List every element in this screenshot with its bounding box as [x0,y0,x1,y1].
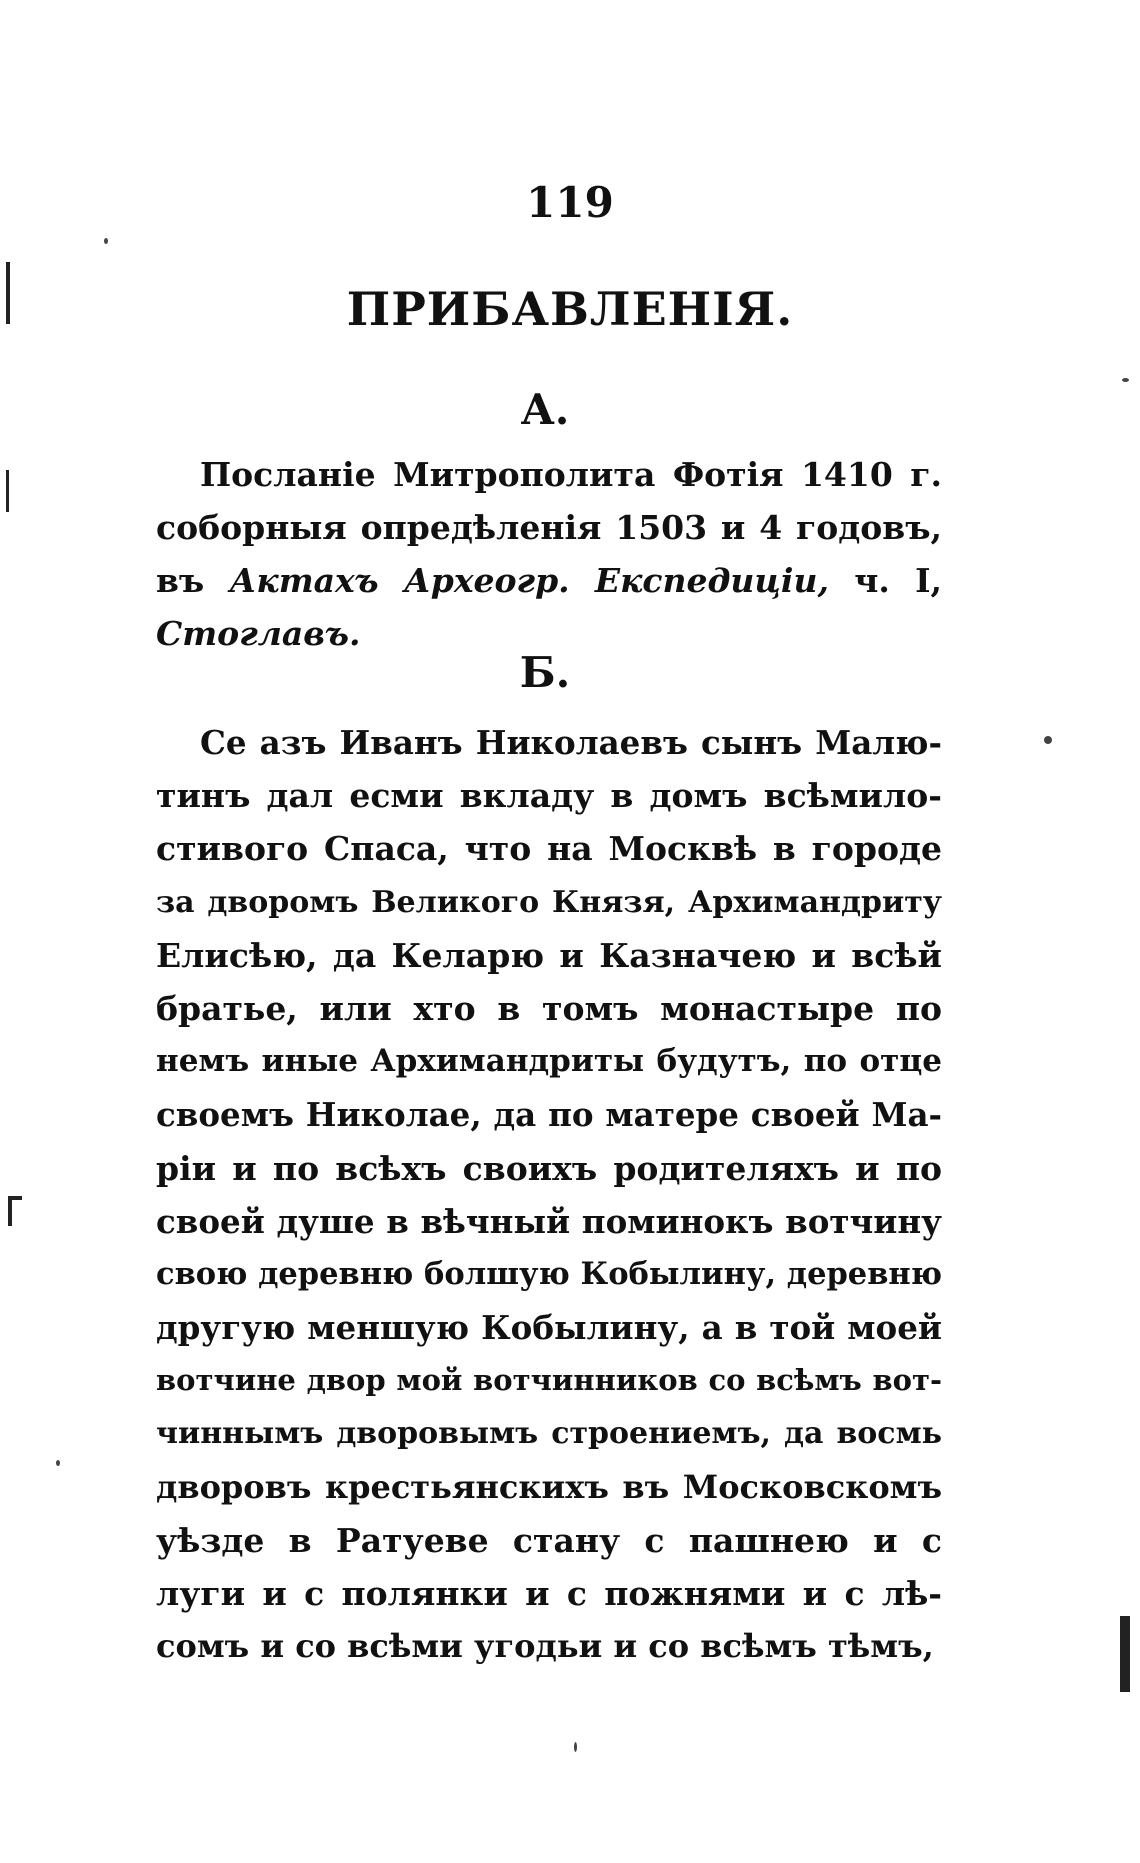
text-line: чиннымъ дворовымъ строениемъ, да восмь [156,1416,942,1452]
scan-speck [104,238,108,244]
text-line: своей душе в вѣчный поминокъ вотчину [156,1201,942,1241]
text-line: Елисѣю, да Келарю и Казначею и всѣй [156,935,942,975]
text-line: за дворомъ Великого Князя, Архимандриту [156,884,942,920]
reference-line [156,501,942,554]
section-b-text [156,716,942,1673]
page-title: ПРИБАВЛЕНІЯ. [346,282,794,336]
reference-text: въ [156,561,230,600]
scan-speck [1122,378,1129,382]
text-line: ріи и по всѣхъ своихъ родителяхъ и по [156,1148,942,1188]
scan-speck [1044,736,1052,744]
text-line: уѣзде в Ратуеве стану с пашнею и с [156,1520,942,1560]
reference-text: Посланіе Митрополита Фотія 1410 г. [200,455,942,494]
scan-speck [56,1460,60,1466]
text-line: немъ иные Архимандриты будутъ, по отце [156,1043,942,1080]
reference-italic-text: Стоглавъ. [156,614,361,653]
scan-edge-mark [1120,1616,1130,1692]
text-line: тинъ дал есми вкладу в домъ всѣмило- [156,776,942,816]
reference-text: ч. I, [828,561,943,600]
text-line: луги и с полянки и с пожнями и с лѣ- [156,1574,942,1613]
scan-edge-mark [6,470,9,512]
text-line: Се азъ Иванъ Николаевъ сынъ Малю- [200,723,942,762]
reference-italic-text: Актахъ Археогр. Експедиціи, [229,561,829,600]
scan-speck [574,1742,577,1752]
scan-edge-mark [8,1196,12,1226]
scan-edge-mark [6,262,10,324]
text-line: братье, или хто в томъ монастыре по [156,988,942,1028]
text-line: стивого Спаса, что на Москвѣ в городе [156,829,942,869]
reference-line [156,448,942,501]
text-line: сомъ и со всѣми угодьи и со всѣмъ тѣмъ, [156,1627,934,1666]
section-a-reference [156,448,942,660]
text-line: своемъ Николае, да по матере своей Ма- [156,1095,942,1135]
reference-text: соборныя опредѣленія 1503 и 4 годовъ, [156,508,942,547]
section-b-heading: Б. [519,648,571,697]
text-line: свою деревню болшую Кобылину, деревню [156,1255,942,1292]
reference-line [156,554,942,607]
text-line: другую меншую Кобылину, а в той моей [156,1308,942,1348]
text-line: дворовъ крестьянскихъ въ Московскомъ [156,1467,942,1506]
section-a-heading: А. [520,385,570,434]
text-line: вотчине двор мой вотчинников со всѣмъ вот- [156,1363,942,1398]
scan-edge-mark [8,1196,22,1200]
page-number: 119 [526,178,614,227]
